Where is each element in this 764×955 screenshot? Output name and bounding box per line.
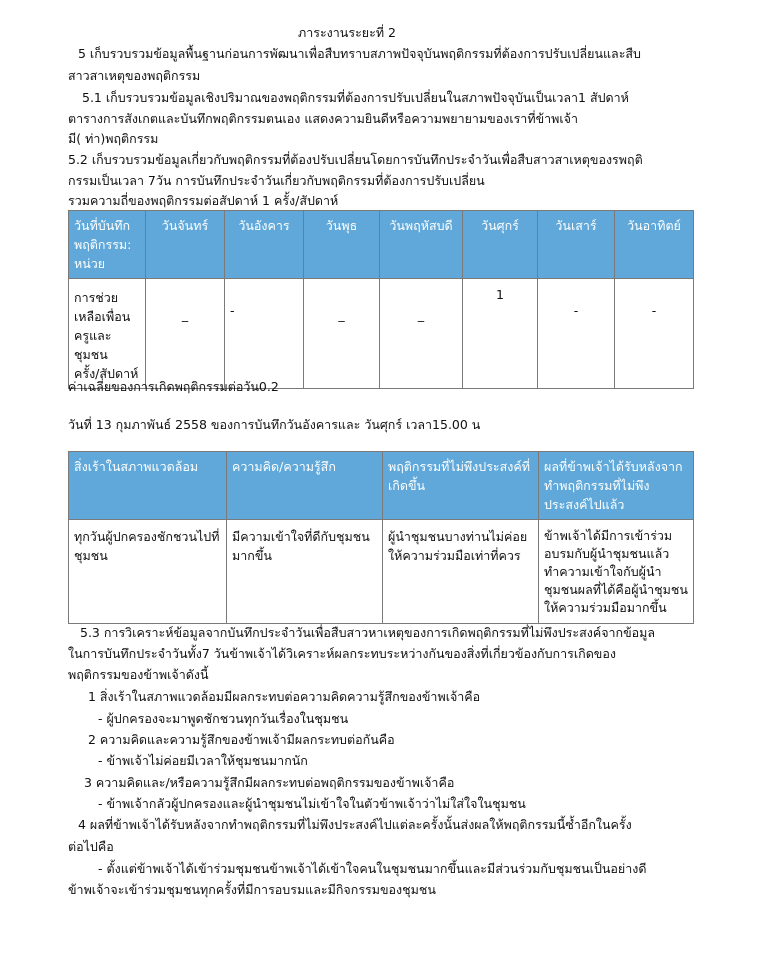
day-header-saturday: วันเสาร์	[538, 211, 615, 279]
thought-cell	[227, 520, 383, 624]
section-5-line-1: 5 เก็บรวบรวมข้อมูลพื้นฐานก่อนการพัฒนาเพื่อสืบทราบสภาพปัจจุบันพฤติกรรมที่ต้องการปรับเปลี่ยนและสืบ	[78, 46, 641, 61]
diary-table	[68, 451, 694, 624]
result-header-line: ผลที่ข้าพเจ้าได้รับหลังจาก	[544, 459, 683, 474]
section-5-3-line-3: พฤติกรรมของข้าพเจ้าดังนี้	[68, 667, 209, 682]
behavior-header	[383, 452, 539, 520]
page-title: ภาระงานระยะที่ 2	[298, 25, 396, 40]
behavior-cell-line: ผู้นำชุมชนบางท่านไม่ค่อย	[388, 529, 528, 544]
section-5-3-line-2: ในการบันทึกประจำวันทั้ง7 วันข้าพเจ้าได้วิเคราะห์ผลกระทบระหว่างกันของสิ่งที่เกี่ยวข้องกับการเกิดของ	[68, 646, 616, 661]
diary-table-row	[69, 520, 694, 624]
observation-table-row	[69, 279, 694, 389]
behavior-label	[69, 279, 146, 389]
analysis-item-1: 1 สิ่งเร้าในสภาพแวดล้อมมีผลกระทบต่อความคิดความรู้สึกของข้าพเจ้าคือ	[88, 689, 481, 704]
thought-cell-line: มีความเข้าใจที่ดีกับชุมชน	[232, 529, 370, 544]
behavior-label-line: ครั้ง/สัปดาห์	[74, 366, 139, 381]
value-wednesday: _	[304, 279, 380, 389]
behavior-header-line: เกิดขึ้น	[388, 478, 426, 493]
frequency-line: รวมความถี่ของพฤติกรรมต่อสัปดาห์ 1 ครั้ง/สัปดาห์	[68, 193, 339, 208]
result-header-line: ประสงค์ไปแล้ว	[544, 497, 625, 512]
stimulus-cell	[69, 520, 227, 624]
analysis-item-4-line-2: ต่อไปคือ	[68, 839, 114, 854]
observation-table-header	[69, 211, 694, 279]
analysis-item-4-detail-line-2: ข้าพเจ้าจะเข้าร่วมชุมชนทุกครั้งที่มีการอบรมและมีกิจกรรมของชุมชน	[68, 882, 436, 897]
stimulus-header	[69, 452, 227, 520]
average-line: ค่าเฉลี่ยของการเกิดพฤติกรรมต่อวัน0.2	[68, 379, 279, 394]
behavior-cell-line: ให้ความร่วมมือเท่าที่ควร	[388, 548, 521, 563]
analysis-item-3: 3 ความคิดและ/หรือความรู้สึกมีผลกระทบต่อพฤติกรรมของข้าพเจ้าคือ	[84, 775, 455, 790]
result-cell-line: ชุมชนผลที่ได้คือผู้นำชุมชน	[544, 582, 688, 597]
thought-cell-line: มากขึ้น	[232, 548, 272, 563]
observation-table	[68, 210, 694, 389]
result-header-line: ทำพฤติกรรมที่ไม่พึง	[544, 478, 650, 493]
result-header	[539, 452, 694, 520]
value-tuesday: -	[225, 279, 304, 389]
section-5-2-line-2: กรรมเป็นเวลา 7วัน การบันทึกประจำวันเกี่ยวกับพฤติกรรมที่ต้องการปรับเปลี่ยน	[68, 173, 485, 188]
result-cell-line: อบรมกับผู้นำชุมชนแล้ว	[544, 546, 670, 561]
section-5-2-line-1: 5.2 เก็บรวบรวมข้อมูลเกี่ยวกับพฤติกรรมที่ต้องปรับเปลี่ยนโดยการบันทึกประจำวันเพื่อสืบสาวสาเหตุของรพฤติ	[68, 152, 643, 167]
day-header-thursday: วันพฤหัสบดี	[380, 211, 463, 279]
corner-header-line: หน่วย	[74, 256, 106, 271]
thought-header-line: ความคิด/ความรู้สึก	[232, 459, 336, 474]
value-friday: 1	[463, 279, 538, 389]
result-cell-line: ทำความเข้าใจกับผู้นำ	[544, 564, 662, 579]
result-cell-line: ข้าพเจ้าได้มีการเข้าร่วม	[544, 528, 673, 543]
result-cell-line: ให้ความร่วมมือมากขึ้น	[544, 600, 667, 615]
corner-header	[69, 211, 146, 279]
section-5-3-line-1: 5.3 การวิเคราะห์ข้อมูลจากบันทึกประจำวันเพื่อสืบสาวหาเหตุของการเกิดพฤติกรรมที่ไม่พึงประสงค์จากข้อมูล	[80, 625, 656, 640]
day-header-tuesday: วันอังคาร	[225, 211, 304, 279]
behavior-header-line: พฤติกรรมที่ไม่พึงประสงค์ที่	[388, 459, 530, 474]
analysis-item-4-detail-line-1: - ตั้งแต่ข้าพเจ้าได้เข้าร่วมชุมชนข้าพเจ้าได้เข้าใจคนในชุมชนมากขึ้นและมีส่วนร่วมกับชุมชนเป็นอย่างดี	[98, 861, 647, 876]
corner-header-line: พฤติกรรม:	[74, 237, 132, 252]
value-sunday: -	[615, 279, 694, 389]
day-header-wednesday: วันพุธ	[304, 211, 380, 279]
value-saturday: -	[538, 279, 615, 389]
stimulus-cell-line: ทุกวันผู้ปกครองชักชวนไปที่	[74, 529, 220, 544]
behavior-label-line: เหลือเพื่อน	[74, 309, 131, 324]
behavior-label-line: ครูและชุมชน	[74, 328, 112, 362]
result-cell	[539, 520, 694, 624]
day-header-sunday: วันอาทิตย์	[615, 211, 694, 279]
diary-table-header	[69, 452, 694, 520]
date-line: วันที่ 13 กุมภาพันธ์ 2558 ของการบันทึกวันอังคารและ วันศุกร์ เวลา15.00 น	[68, 417, 481, 432]
analysis-item-2-detail: - ข้าพเจ้าไม่ค่อยมีเวลาให้ชุมชนมากนัก	[98, 753, 308, 768]
behavior-cell	[383, 520, 539, 624]
analysis-item-4-line-1: 4 ผลที่ข้าพเจ้าได้รับหลังจากทำพฤติกรรมที่ไม่พึงประสงค์ไปแต่ละครั้งนั้นส่งผลให้พฤติกรรมนี้ซ้ำอีกในครั้ง	[78, 817, 632, 832]
section-5-1-line-2: ตารางการสังเกตและบันทึกพฤติกรรมตนเอง แสดงความยินดีหรือความพยายามของเราที่ข้าพเจ้า	[68, 111, 578, 126]
day-header-monday: วันจันทร์	[146, 211, 225, 279]
value-monday: _	[146, 279, 225, 389]
thought-header	[227, 452, 383, 520]
section-5-1-line-3: มี( ท่า)พฤติกรรม	[68, 131, 159, 146]
section-5-line-2: สาวสาเหตุของพฤติกรรม	[68, 68, 201, 83]
stimulus-header-line: สิ่งเร้าในสภาพแวดล้อม	[74, 459, 199, 474]
stimulus-cell-line: ชุมชน	[74, 548, 108, 563]
analysis-item-1-detail: - ผู้ปกครองจะมาพูดชักชวนทุกวันเรื่องในชุมชน	[98, 711, 349, 726]
corner-header-line: วันที่บันทึก	[74, 218, 131, 233]
day-header-friday: วันศุกร์	[463, 211, 538, 279]
value-thursday: _	[380, 279, 463, 389]
analysis-item-3-detail: - ข้าพเจ้ากลัวผู้ปกครองและผู้นำชุมชนไม่เข้าใจในตัวข้าพเจ้าว่าไม่ใส่ใจในชุมชน	[98, 796, 526, 811]
section-5-1-line-1: 5.1 เก็บรวบรวมข้อมูลเชิงปริมาณของพฤติกรรมที่ต้องการปรับเปลี่ยนในสภาพปัจจุบันเป็นเวลา1 สัปดาห์	[82, 90, 629, 105]
behavior-label-line: การช่วย	[74, 290, 119, 305]
analysis-item-2: 2 ความคิดและความรู้สึกของข้าพเจ้ามีผลกระทบต่อกันคือ	[88, 732, 395, 747]
